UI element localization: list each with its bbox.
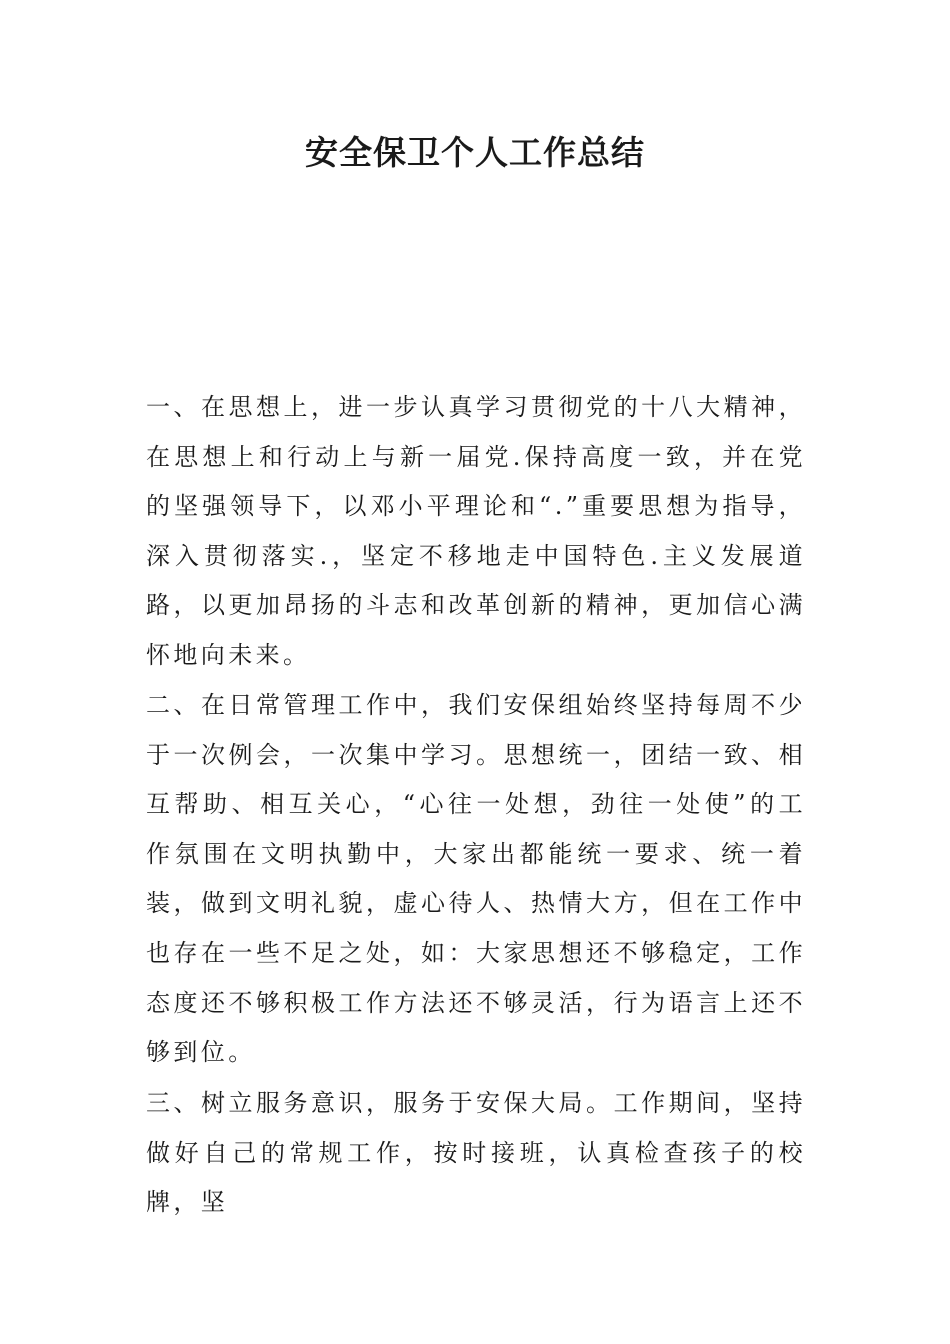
- document-title: 安全保卫个人工作总结: [305, 133, 645, 172]
- paragraph-3: 三、树立服务意识，服务于安保大局。工作期间，坚持做好自己的常规工作，按时接班，认真检查孩子的校牌，坚: [146, 1089, 806, 1217]
- paragraph-2: 二、在日常管理工作中，我们安保组始终坚持每周不少于一次例会，一次集中学习。思想统一，团结一致、相互帮助、相互关心，“心往一处想，劲往一处使”的工作氛围在文明执勤中，大家出都能统一要求、统一着装，做到文明礼貌，虚心待人、热情大方，但在工作中也存在一些不足之处，如：大家思想还不够稳定，工作态度还不够积极工作方法还不够灵活，行为语言上还不够到位。: [146, 691, 806, 1067]
- paragraph-1: 一、在思想上，进一步认真学习贯彻党的十八大精神，在思想上和行动上与新一届党.保持高度一致，并在党的坚强领导下，以邓小平理论和“.”重要思想为指导，深入贯彻落实.，坚定不移地走中国特色.主义发展道路，以更加昂扬的斗志和改革创新的精神，更加信心满怀地向未来。: [146, 393, 806, 669]
